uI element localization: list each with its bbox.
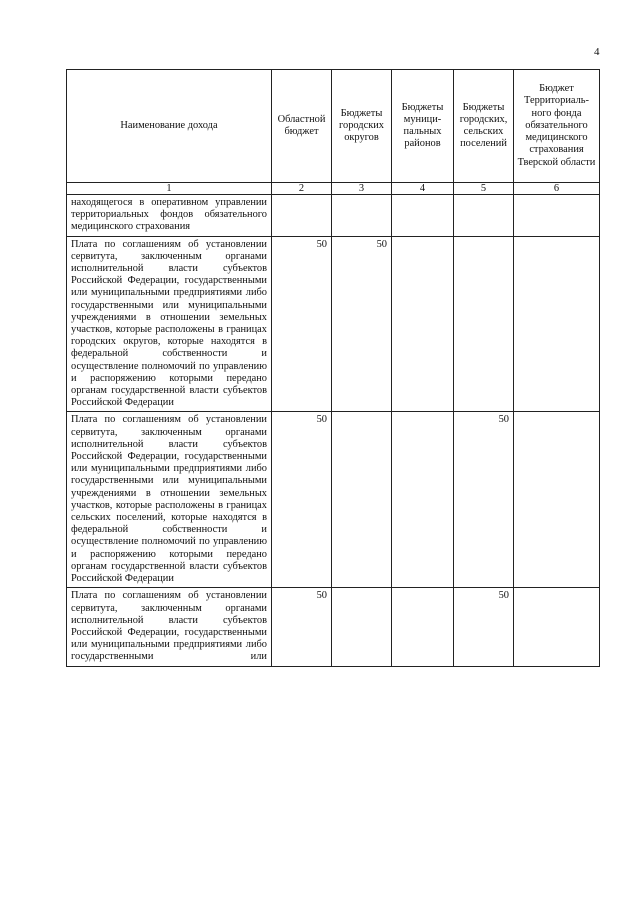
value-cell (332, 588, 392, 666)
header-settlements-budget: Бюджеты городских, сельских поселений (454, 70, 514, 183)
value-cell (514, 195, 600, 237)
value-cell: 50 (454, 588, 514, 666)
value-cell (454, 195, 514, 237)
value-cell (272, 195, 332, 237)
income-budget-table (66, 69, 600, 667)
column-number: 1 (67, 183, 272, 195)
income-name-cell: Плата по соглашениям об установлении сервитута, заключенным органами исполнительной власти субъектов Российской Федерации, государственными или муниципальными предприятиями либо государственными или муниципальными учреждениями в отношении земельных участков, которые расположены в границах сельских поселений, которые находятся в федеральной собственности и осуществление полномочий по управлению и распоряжению которыми передано органам государственной власти субъектов Российской Федерации (67, 412, 272, 588)
value-cell: 50 (454, 412, 514, 588)
value-cell (332, 412, 392, 588)
table-row (67, 236, 600, 412)
value-cell (392, 412, 454, 588)
value-cell (514, 588, 600, 666)
table-row (67, 195, 600, 237)
table-row (67, 588, 600, 666)
header-city-districts-budget: Бюджеты городских округов (332, 70, 392, 183)
header-municipal-districts-budget: Бюджеты муници-пальных районов (392, 70, 454, 183)
value-cell (392, 588, 454, 666)
value-cell (332, 195, 392, 237)
header-regional-budget: Областной бюджет (272, 70, 332, 183)
income-name-cell: находящегося в оперативном управлении территориальных фондов обязательного медицинского страхования (67, 195, 272, 237)
table-row (67, 412, 600, 588)
value-cell (454, 236, 514, 412)
column-number: 3 (332, 183, 392, 195)
income-name-cell: Плата по соглашениям об установлении сервитута, заключенным органами исполнительной власти субъектов Российской Федерации, государственными или муниципальными предприятиями либо государственными или (67, 588, 272, 666)
header-medical-insurance-fund-budget: Бюджет Территориаль-ного фонда обязательного медицинского страхования Тверской области (514, 70, 600, 183)
value-cell (514, 236, 600, 412)
header-row (67, 70, 600, 183)
column-number: 2 (272, 183, 332, 195)
value-cell: 50 (272, 412, 332, 588)
value-cell (392, 195, 454, 237)
value-cell (514, 412, 600, 588)
column-number-row (67, 183, 600, 195)
column-number: 4 (392, 183, 454, 195)
header-income-name: Наименование дохода (67, 70, 272, 183)
value-cell: 50 (272, 588, 332, 666)
value-cell: 50 (332, 236, 392, 412)
value-cell (392, 236, 454, 412)
value-cell: 50 (272, 236, 332, 412)
income-name-cell: Плата по соглашениям об установлении сервитута, заключенным органами исполнительной власти субъектов Российской Федерации, государственными или муниципальными предприятиями либо государственными или муниципальными учреждениями в отношении земельных участков, которые расположены в границах городских округов, которые находятся в федеральной собственности и осуществление полномочий по управлению и распоряжению которыми передано органам государственной власти субъектов Российской Федерации (67, 236, 272, 412)
column-number: 6 (514, 183, 600, 195)
page-number: 4 (594, 46, 600, 58)
column-number: 5 (454, 183, 514, 195)
